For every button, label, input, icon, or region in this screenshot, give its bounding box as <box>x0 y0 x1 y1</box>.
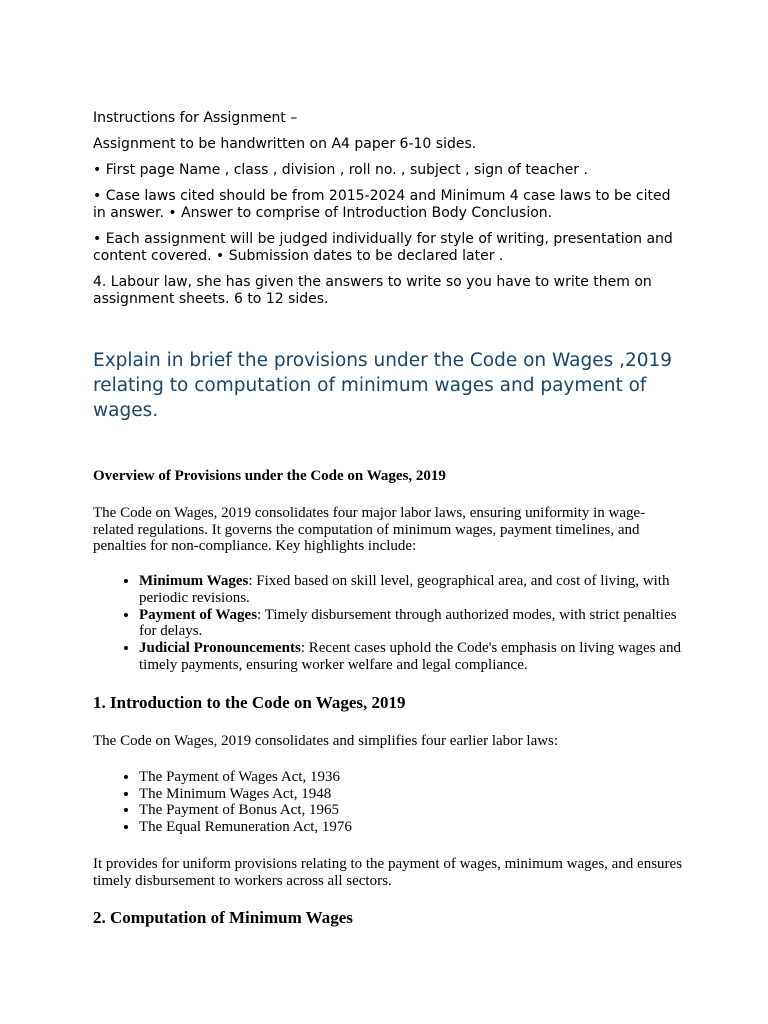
highlight-term: Judicial Pronouncements <box>139 639 301 656</box>
instructions-block <box>93 110 683 308</box>
instructions-line: Assignment to be handwritten on A4 paper 6-10 sides. <box>93 136 477 152</box>
list-item <box>139 607 683 640</box>
list-item: • The Payment of Wages Act, 1936 <box>139 769 683 786</box>
highlight-text: : Timely disbursement through authorized modes, with strict penalties for delays. <box>139 606 677 640</box>
section-1-heading: 1. Introduction to the Code on Wages, 2019 <box>93 693 406 713</box>
section-1-closing: It provides for uniform provisions relating to the payment of wages, minimum wages, and ensures timely disbursement to workers across all sectors. <box>93 855 683 889</box>
instructions-bullet: • First page Name , class , division , roll no. , subject , sign of teacher . <box>93 162 588 178</box>
list-item: • The Payment of Bonus Act, 1965 <box>139 802 683 819</box>
section-1-intro: The Code on Wages, 2019 consolidates and simplifies four earlier labor laws: <box>93 733 559 750</box>
highlight-text: : Recent cases uphold the Code's emphasis on living wages and timely payments, ensuring worker welfare and legal compliance. <box>139 639 681 673</box>
section-2-heading: 2. Computation of Minimum Wages <box>93 908 353 928</box>
list-item: • The Minimum Wages Act, 1948 <box>139 786 683 803</box>
list-item <box>139 573 683 606</box>
question-heading: Explain in brief the provisions under the Code on Wages ,2019 relating to computation of minimum wages and payment of wages. <box>93 350 673 421</box>
overview-intro: The Code on Wages, 2019 consolidates four major labor laws, ensuring uniformity in wage-related regulations. It governs the computation of minimum wages, payment timelines, and penalties for non-compliance. Key highlights include: <box>93 505 646 555</box>
instructions-title: Instructions for Assignment – <box>93 110 298 126</box>
instructions-bullet: • Each assignment will be judged individually for style of writing, presentation and content covered. • Submission dates to be declared later . <box>93 231 673 264</box>
list-item <box>139 640 683 673</box>
instructions-bullet: • Case laws cited should be from 2015-2024 and Minimum 4 case laws to be cited in answer. • Answer to comprise of Introduction Body Conclusion. <box>93 188 671 221</box>
highlight-text: : Fixed based on skill level, geographical area, and cost of living, with periodic revisions. <box>139 573 670 606</box>
overview-title: Overview of Provisions under the Code on Wages, 2019 <box>93 468 446 484</box>
instructions-item: 4. Labour law, she has given the answers to write so you have to write them on assignment sheets. 6 to 12 sides. <box>93 274 652 307</box>
document-page <box>93 110 683 928</box>
highlight-term: Minimum Wages <box>139 573 249 590</box>
list-item: • The Equal Remuneration Act, 1976 <box>139 819 683 836</box>
laws-list <box>93 769 683 836</box>
highlight-term: Payment of Wages <box>139 606 258 623</box>
highlights-list <box>93 573 683 673</box>
